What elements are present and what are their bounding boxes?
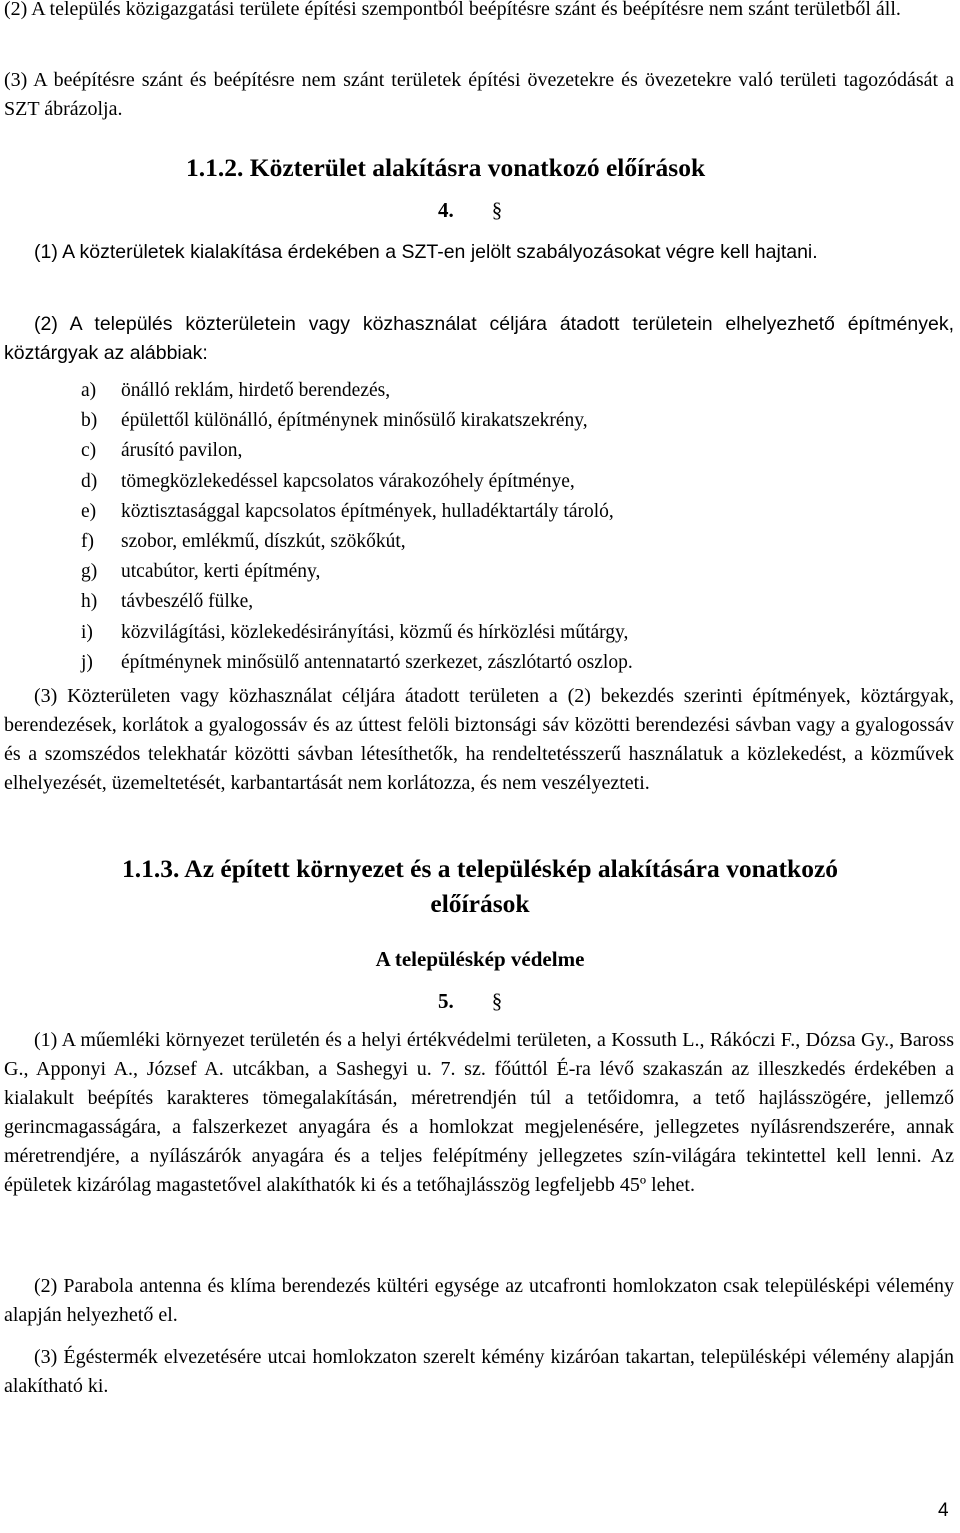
list-item: j) építménynek minősülő antennatartó szerkezet, zászlótartó oszlop.	[81, 651, 633, 673]
page-number: 4	[938, 1500, 949, 1521]
list-item: c) árusító pavilon,	[81, 440, 243, 462]
structures-list	[81, 376, 633, 678]
heading-1-1-2: 1.1.2. Közterület alakításra vonatkozó előírások	[186, 153, 706, 182]
section-symbol: §	[491, 989, 503, 1013]
section-4-label: 4.	[438, 198, 454, 222]
paragraph-2-territory: (2) A település közigazgatási területe építési szempontból beépítésre szánt és beépítésre nem szánt területből áll.	[4, 0, 901, 20]
list-item: d) tömegközlekedéssel kapcsolatos várakozóhely építménye,	[81, 470, 575, 492]
section-symbol: §	[491, 198, 503, 222]
heading-1-1-3-line-1: 1.1.3. Az épített környezet és a településkép alakítására vonatkozó	[121, 854, 839, 883]
subheading-townscape-protection: A településkép védelme	[375, 947, 585, 971]
section-4-paragraph-2: (2) A település közterületein vagy közhasználat céljára átadott területein elhelyezhető építmények, köztárgyak az alábbiak:	[4, 313, 954, 364]
list-item: b) épülettől különálló, építménynek minősülő kirakatszekrény,	[81, 410, 588, 432]
section-5-paragraph-3: (3) Égéstermék elvezetésére utcai homlokzaton szerelt kémény kizáróan takartan, településképi vélemény alapján alakítható ki.	[4, 1346, 954, 1397]
section-5-paragraph-1: (1) A műemléki környezet területén és a helyi értékvédelmi területen, a Kossuth L., Rákóczi F., Dózsa Gy., Baross G., Apponyi A., József A. utcákban, a Sashegyi u. 7. sz. főúttól É-ra lévő szakaszán az illeszkedés érdekében a kialakult beépítés karakteres tömegalakításán, méretrendjén túl a tetőidomra, a tető hajlásszögére, jellemző gerincmagasságára, a falszerkezet anyagára és a homlokzat megjelenésére, jellegzetes nyílásrendszerére, annak méretrendjére, a nyílászárók anyagára és a teljes felépítmény jellegzetes szín-világára tekintettel kell lenni. Az épületek kizárólag magastetővel alakíthatók ki és a tetőhajlásszög legfeljebb 45º lehet.	[4, 1029, 954, 1196]
section-5-label: 5.	[438, 989, 454, 1013]
list-item: a) önálló reklám, hirdető berendezés,	[81, 380, 391, 401]
section-4-number	[438, 196, 502, 224]
section-4-paragraph-3: (3) Közterületen vagy közhasználat céljára átadott területen a (2) bekezdés szerinti építmények, köztárgyak, berendezések, korlátok a gyalogossáv és az úttest felöli biztonsági sáv közötti berendezési sávban vagy a gyalogossáv és a szomszédos telekhatár közötti sávban létesíthetők, ha rendeltetésszerű használatuk a közlekedést, a közművek elhelyezését, üzemeltetését, karbantartását nem korlátozza, és nem veszélyezteti.	[4, 685, 954, 794]
list-item: f) szobor, emlékmű, díszkút, szökőkút,	[81, 530, 406, 552]
section-4-paragraph-1: (1) A közterületek kialakítása érdekében a SZT-en jelölt szabályozásokat végre kell hajtani.	[34, 241, 818, 263]
heading-1-1-3-line-2: előírások	[430, 889, 530, 918]
list-item: g) utcabútor, kerti építmény,	[81, 561, 321, 583]
list-item: h) távbeszélő fülke,	[81, 591, 254, 613]
list-item: e) köztisztasággal kapcsolatos építmények, hulladéktartály tároló,	[81, 500, 614, 522]
section-5-paragraph-2: (2) Parabola antenna és klíma berendezés kültéri egysége az utcafronti homlokzaton csak településképi vélemény alapján helyezhető el.	[4, 1275, 954, 1326]
list-item: i) közvilágítási, közlekedésirányítási, közmű és hírközlési műtárgy,	[81, 621, 629, 643]
section-5-number	[438, 987, 502, 1015]
paragraph-3-zoning: (3) A beépítésre szánt és beépítésre nem szánt területek építési övezetekre és övezetekre való területi tagozódását a SZT ábrázolja.	[4, 69, 954, 121]
